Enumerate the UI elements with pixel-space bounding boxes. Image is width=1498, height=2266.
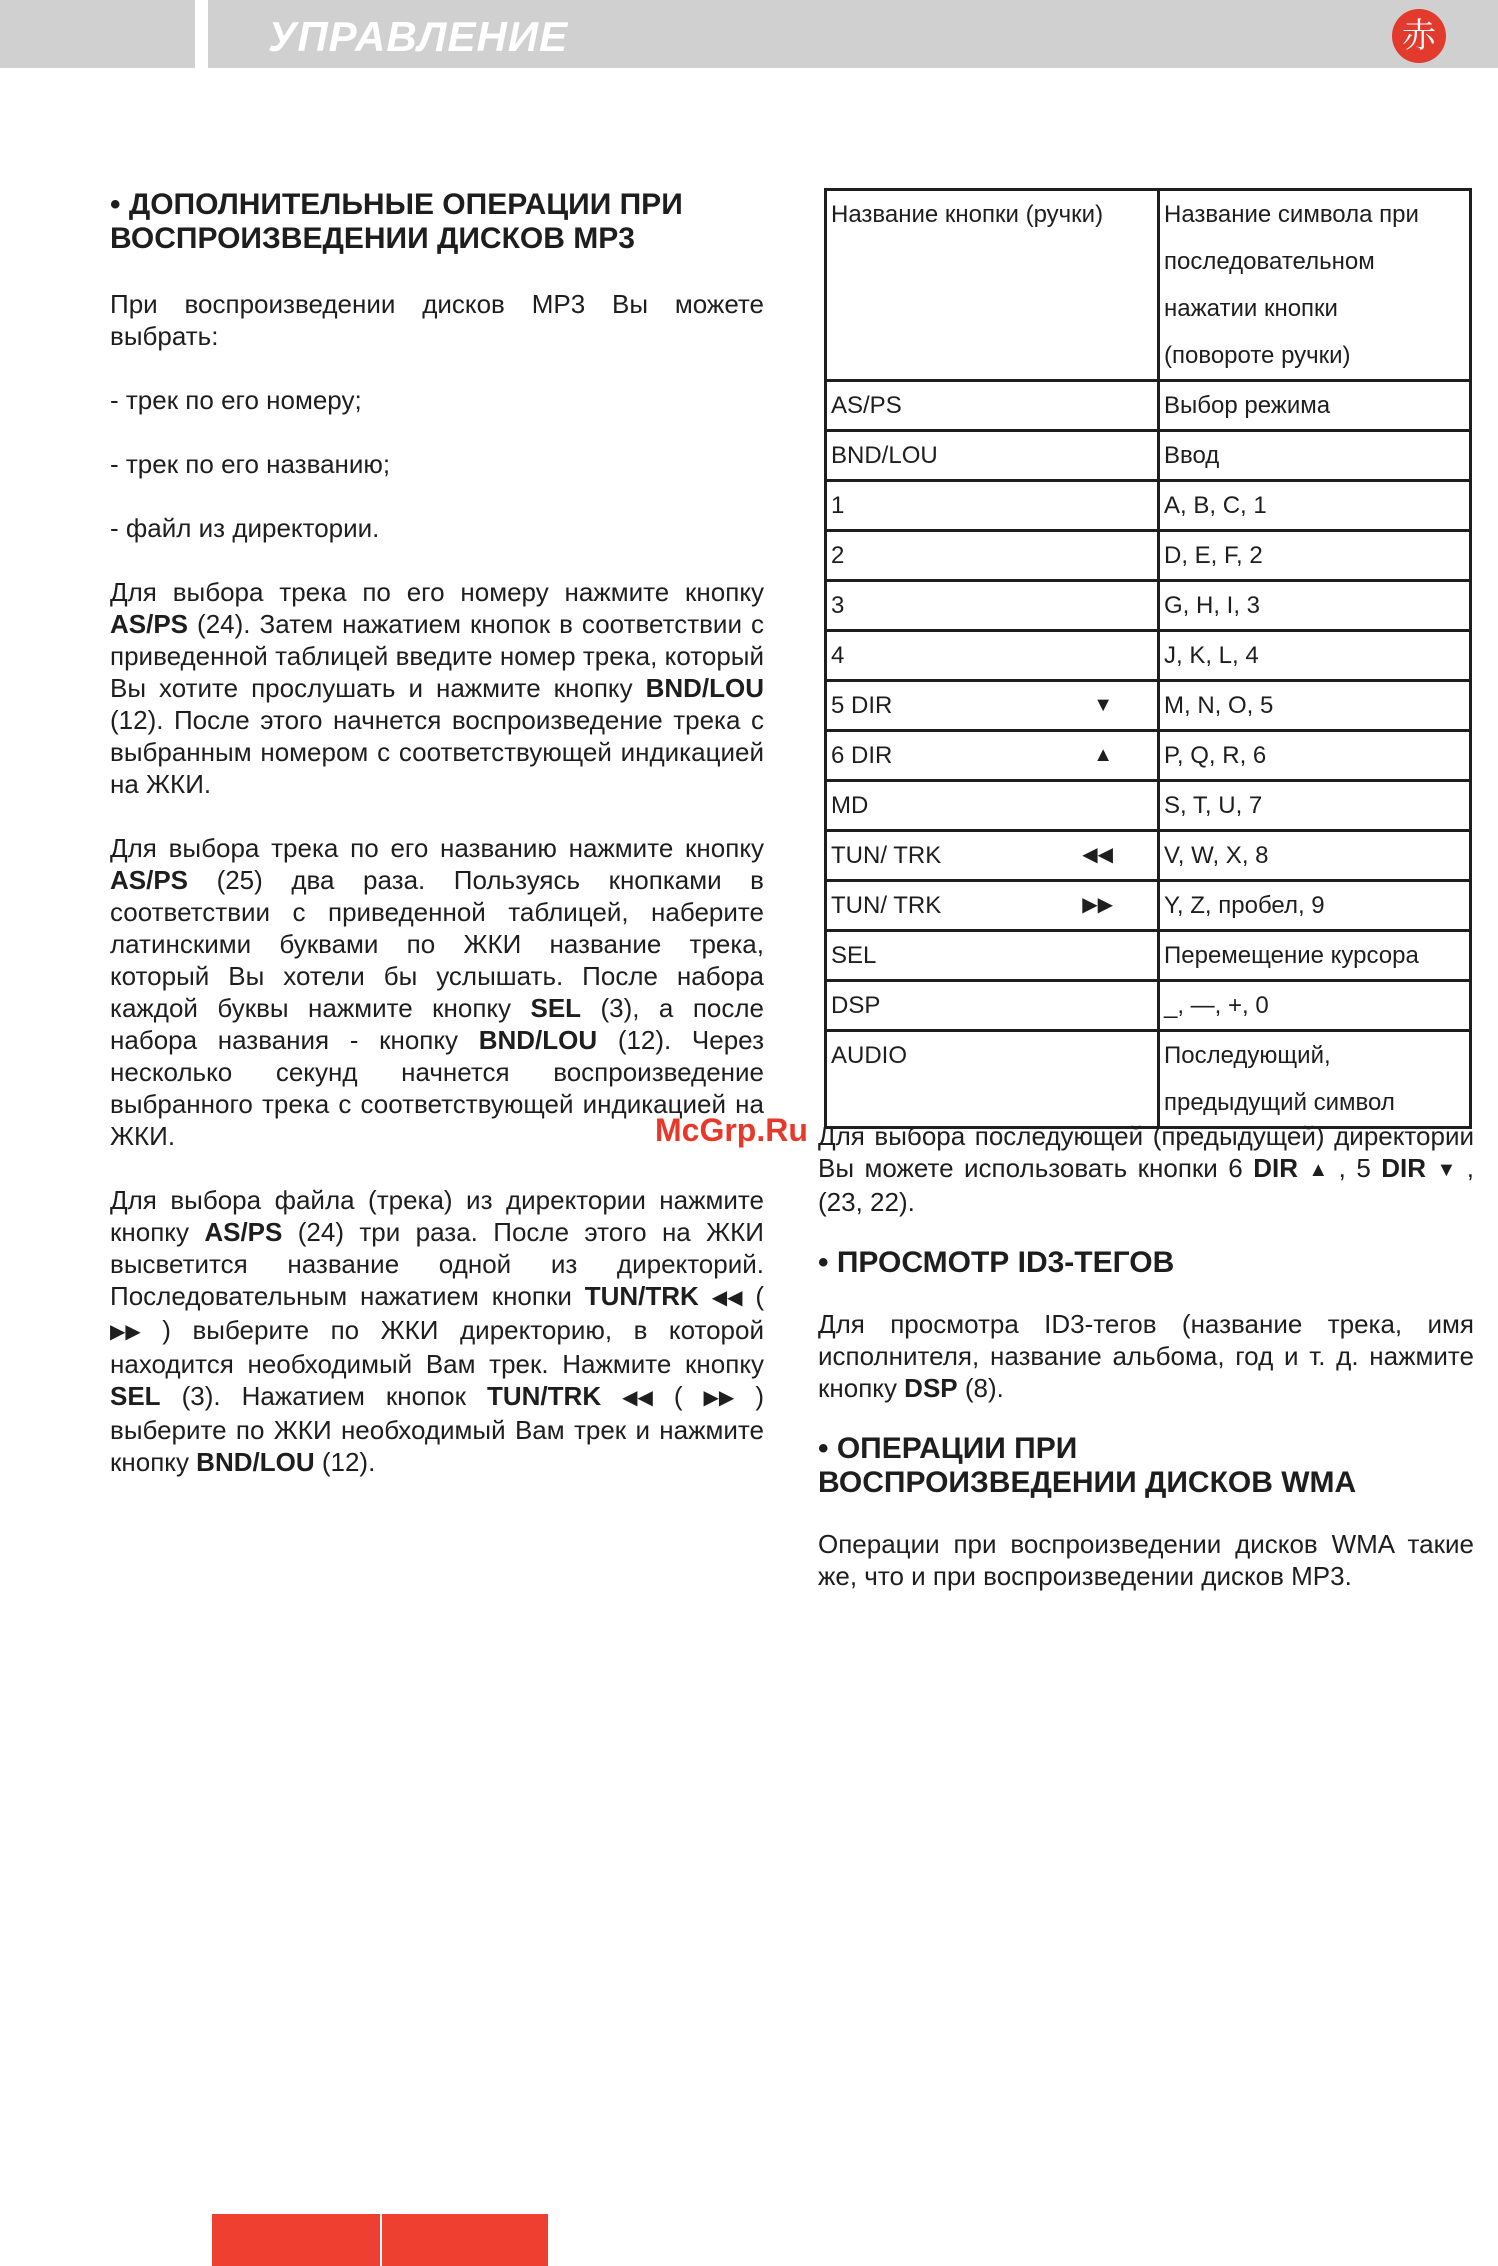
table-row: AS/PS Выбор режима xyxy=(826,381,1471,431)
header-left-bar xyxy=(0,0,195,68)
section-heading-mp3 xyxy=(110,188,764,256)
brand-logo-icon: 赤 xyxy=(1392,9,1446,63)
footer-bar-left xyxy=(212,2214,380,2266)
down-arrow-icon: ▼ xyxy=(1093,694,1113,716)
key-tun-trk: TUN/TRK xyxy=(584,1281,699,1311)
list-item-file: - файл из директории. xyxy=(110,513,380,543)
table-row: 2 D, E, F, 2 xyxy=(826,531,1471,581)
table-row: 5 DIR ▼ M, N, O, 5 xyxy=(826,681,1471,731)
table-row: DSP _, —, +, 0 xyxy=(826,981,1471,1031)
table-row: TUN/ TRK ▶▶ Y, Z, пробел, 9 xyxy=(826,881,1471,931)
table-row: 3 G, H, I, 3 xyxy=(826,581,1471,631)
section-heading-wma: • ОПЕРАЦИИ ПРИ ВОСПРОИЗВЕДЕНИИ ДИСКОВ WMA xyxy=(818,1432,1357,1500)
key-dir: DIR xyxy=(1253,1153,1298,1183)
table-header-symbol: Название символа при последовательном нажатии кнопки (повороте ручки) xyxy=(1159,190,1471,381)
table-row: TUN/ TRK ◀◀ V, W, X, 8 xyxy=(826,831,1471,881)
fast-forward-icon: ▶▶ xyxy=(1082,894,1113,916)
heading-line-2: ВОСПРОИЗВЕДЕНИИ ДИСКОВ MP3 xyxy=(110,222,635,255)
paragraph-id3: Для просмотра ID3-тегов (название трека, имя исполнителя, название альбома, год и т. д. нажмите кнопку DSP (8). xyxy=(818,1309,1474,1404)
rewind-icon: ◀◀ xyxy=(622,1387,653,1410)
table-row: AUDIO Последующий, предыдущий символ xyxy=(826,1031,1471,1128)
table-row: 1 A, B, C, 1 xyxy=(826,481,1471,531)
paragraph-directory-select: Для выбора последующей (предыдущей) директории Вы можете использовать кнопки 6 DIR ▲ , 5 DIR ▼ , (23, 22). xyxy=(818,1121,1474,1218)
table-row: SEL Перемещение курсора xyxy=(826,931,1471,981)
footer-bar-right xyxy=(382,2214,548,2266)
paragraph-select-from-directory: Для выбора файла (трека) из директории нажмите кнопку AS/PS (24) три раза. После этого на ЖКИ высветится название одной из директорий. Последовательным нажатием кнопки TUN/TRK ◀◀ ( ▶▶ ) выберите по ЖКИ директорию, в которой находится необходимый Вам трек. Нажмите кнопку SEL (3). Нажатием кнопок TUN/TRK ◀◀ ( ▶▶ ) выберите по ЖКИ необходимый Вам трек и нажмите кнопку BND/LOU (12). xyxy=(110,1185,764,1478)
table-header-row xyxy=(826,190,1471,381)
table-row: 4 J, K, L, 4 xyxy=(826,631,1471,681)
key-as-ps: AS/PS xyxy=(110,609,189,639)
rewind-icon: ◀◀ xyxy=(1082,844,1113,866)
key-dir: DIR xyxy=(1381,1153,1427,1183)
paragraph-wma: Операции при воспроизведении дисков WMA такие же, что и при воспроизведении дисков MP3. xyxy=(818,1529,1474,1592)
key-bnd-lou: BND/LOU xyxy=(196,1447,315,1478)
section-heading-id3: • ПРОСМОТР ID3-ТЕГОВ xyxy=(818,1246,1175,1280)
left-column xyxy=(110,188,764,1478)
table-row: 6 DIR ▲ P, Q, R, 6 xyxy=(826,731,1471,781)
down-arrow-icon: ▼ xyxy=(1436,1159,1457,1182)
table-row: BND/LOU Ввод xyxy=(826,431,1471,481)
list-item-number: - трек по его номеру; xyxy=(110,385,362,415)
fast-forward-icon: ▶▶ xyxy=(703,1387,735,1410)
key-sel: SEL xyxy=(530,993,582,1023)
key-as-ps: AS/PS xyxy=(204,1217,283,1247)
fast-forward-icon: ▶▶ xyxy=(110,1321,141,1344)
page-title: УПРАВЛЕНИЕ xyxy=(268,13,569,60)
list-item-title: - трек по его названию; xyxy=(110,449,391,479)
key-bnd-lou: BND/LOU xyxy=(645,673,764,703)
table-header-button: Название кнопки (ручки) xyxy=(826,190,1159,381)
paragraph-select-by-number: Для выбора трека по его номеру нажмите кнопку AS/PS (24). Затем нажатием кнопок в соответствии с приведенной таблицей введите номер трека, который Вы хотите прослушать и нажмите кнопку BND/LOU (12). После этого начнется воспроизведение трека с выбранным номером с соответствующей индикацией на ЖКИ. xyxy=(110,577,764,799)
paragraph-select-by-title: Для выбора трека по его названию нажмите кнопку AS/PS (25) два раза. Пользуясь кнопками в соответствии с приведенной таблицей, наберите латинскими буквами по ЖКИ название трека, который Вы хотели бы услышать. После набора каждой буквы нажмите кнопку SEL (3), а после набора названия - кнопку BND/LOU (12). Через несколько секунд начнется воспроизведение выбранного трека с соответствующей индикацией на ЖКИ. xyxy=(110,833,764,1151)
button-symbol-table xyxy=(824,188,1472,1129)
key-dsp: DSP xyxy=(904,1373,958,1404)
right-column xyxy=(818,1120,1474,1592)
rewind-icon: ◀◀ xyxy=(711,1287,743,1310)
up-arrow-icon: ▲ xyxy=(1308,1159,1329,1182)
key-tun-trk: TUN/TRK xyxy=(487,1381,602,1412)
up-arrow-icon: ▲ xyxy=(1093,744,1113,766)
key-bnd-lou: BND/LOU xyxy=(478,1025,598,1055)
heading-line-1: • ДОПОЛНИТЕЛЬНЫЕ ОПЕРАЦИИ ПРИ xyxy=(110,188,683,221)
key-as-ps: AS/PS xyxy=(110,865,189,895)
watermark: McGrp.Ru xyxy=(655,1112,808,1148)
table-row: MD S, T, U, 7 xyxy=(826,781,1471,831)
key-sel: SEL xyxy=(110,1381,161,1412)
intro-paragraph: При воспроизведении дисков MP3 Вы можете выбрать: xyxy=(110,289,764,351)
